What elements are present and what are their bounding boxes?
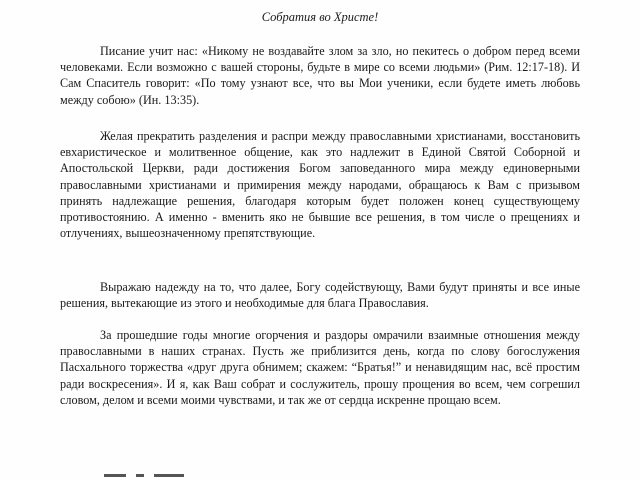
cut-off-text-fragment: [104, 470, 224, 478]
letter-paragraph: Писание учит нас: «Никому не воздавайте злом за зло, но пекитесь о добром перед всеми человеками. Если возможно с вашей стороны, будьте в мире со всеми людьми» (Рим. 12:17-18). И Сам Спаситель говорит: «По тому узнают все, что вы Мои ученики, если будете иметь любовь между собою» (Ин. 13:35).: [60, 44, 580, 107]
letter-paragraph: Выражаю надежду на то, что далее, Богу содействующу, Вами будут приняты и все иные решения, вытекающие из этого и необходимые для блага Православия.: [60, 280, 580, 311]
letter-paragraph: За прошедшие годы многие огорчения и раздоры омрачили взаимные отношения между православными в наших странах. Пусть же приблизится день, когда по слову богослужения Пасхального торжества «друг друга обнимем; скажем: “Братья!” и ненавидящим нас, всё простим ради воскресения». И я, как Ваш собрат и сослужитель, прошу прощения во всем, чем согрешил словом, делом и всеми моими чувствами, и так же от сердца искренне прощаю всем.: [60, 328, 580, 407]
letter-paragraph: Желая прекратить разделения и распри между православными христианами, восстановить евхаристическое и молитвенное общение, как это надлежит в Единой Святой Соборной и Апостольской Церкви, ради достижения Богом заповеданного мира между единоверными православными христианами и примирения между народами, обращаюсь к Вам с призывом принять надлежащие решения, благодаря которым будет положен конец существующему противостоянию. А именно - вменить яко не бывшие все решения, в том числе о прещениях и отлучениях, вышеозначенному препятствующие.: [60, 129, 580, 241]
letter-greeting: Собратия во Христе!: [261, 10, 379, 24]
